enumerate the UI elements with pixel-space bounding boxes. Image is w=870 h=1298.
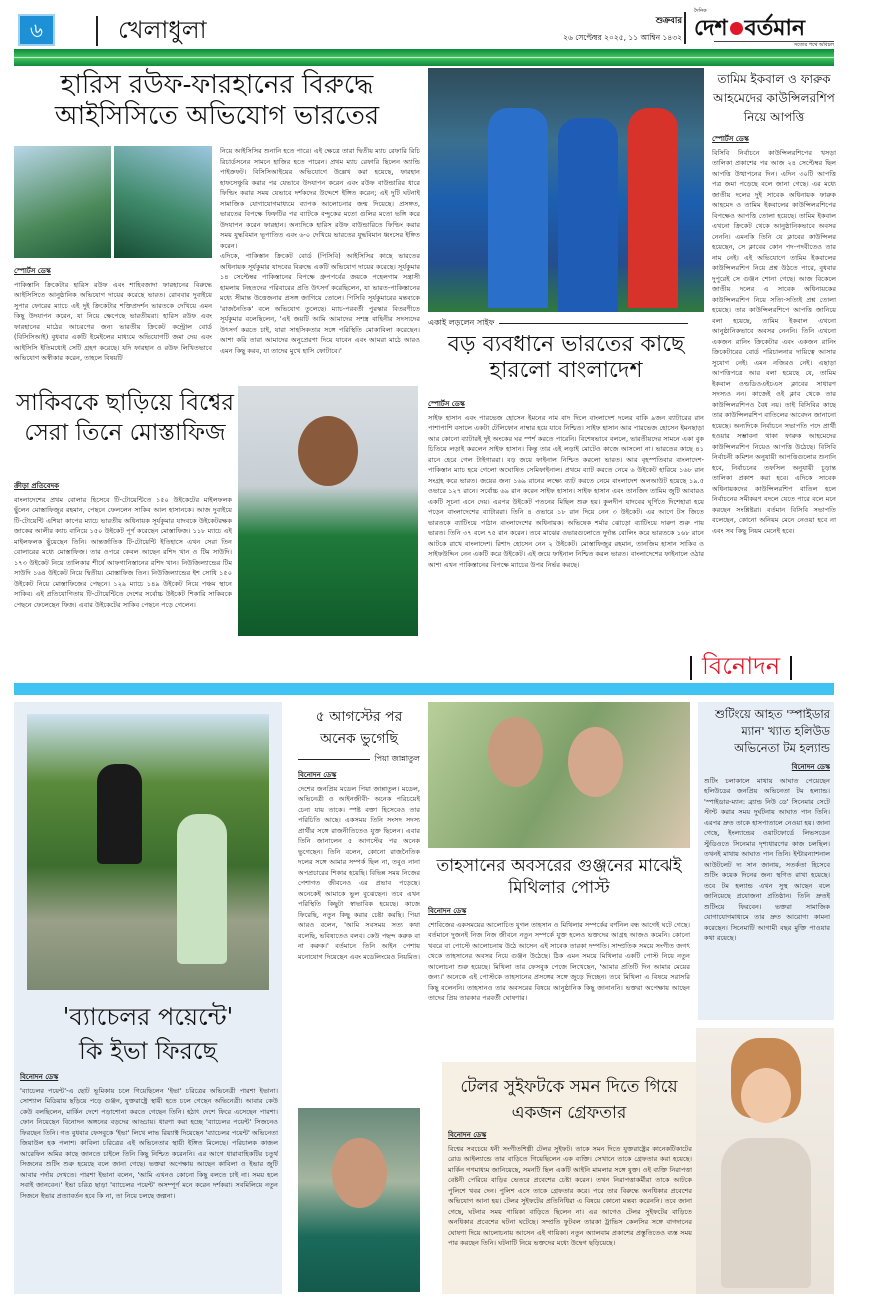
page-number: ৬	[18, 14, 55, 46]
desk-label: স্পোর্টস ডেস্ক	[14, 267, 51, 275]
desk-label: বিনোদন ডেস্ক	[428, 907, 467, 915]
article-tamim	[712, 134, 836, 650]
entertainment-section	[690, 648, 792, 688]
article-pia	[298, 770, 420, 1098]
article-text: নিয়ে আইসিসির শুনানি হতে পারে। এই ক্ষেত্রে তারা দ্বিতীয় ম্যাচ রেফারি রিচি রিচার্ডসনের সামনে হাজির হতে পারেন। প্রথম ম্যাচ রেফারি ছিলেন অ্যান্ডি পাইক্রফট। বিসিসিআইয়ের অভিযোগে উল্লেখ করা হয়েছে, ফারহান হাফসেঞ্চুরি করার পর যেভাবে উদযাপন করেন এবং রউফ বাউন্ডারির ধারে ফিল্ডিং করার সময় যেভাবে দর্শকদের উদ্দেশে ইঙ্গিত করেন; এই দুটি ঘটনাই সামাজিক যোগাযোগমাধ্যমে ব্যাপক আলোচনার জন্ম দিয়েছে। প্রসঙ্গত, ভারতের বিপক্ষে ফিফটির পর ব্যাটকে বন্দুকের মতো গুলির মতো ভঙ্গি করে উদযাপন করেন ফারহান। অন্যদিকে হারিস রউফ বাউন্ডারিতে ফিল্ডিং করার সময় যুদ্ধবিমান ভূপাতিত এবং ৬-০ দেখিয়ে ভারতের যুদ্ধবিমান ধ্বংসের ইঙ্গিত করেন।	[220, 147, 420, 250]
desk-label: ক্রীড়া প্রতিবেদক	[14, 482, 60, 490]
logo-tagline: সত্যের পথে অবিচল	[714, 41, 834, 50]
article-tom	[704, 762, 830, 1017]
photo-haris-rauf	[14, 146, 111, 258]
article-india	[428, 399, 704, 649]
headline-tamim: তামিম ইকবাল ও ফারুক আহমেদের কাউন্সিলরশিপ নিয়ে আপত্তি	[713, 72, 835, 124]
headline-taylor: টেলর সুইফটকে সমন দিতে গিয়ে একজন গ্রেফতার	[460, 1077, 678, 1123]
byline-row	[298, 753, 420, 766]
photo-eva	[27, 714, 269, 990]
desk-label: স্পোর্টস ডেস্ক	[428, 400, 465, 408]
article-text: বাংলাদেশের প্রথম বোলার হিসেবে টি-টোয়েন্টিতে ১৫০ উইকেটের মাইলফলক ছুঁলেন মোস্তাফিজুর রহমান, পেছনে ফেললেন সাকিব আল হাসানকে। আজ দুবাইয়ে টি-টোয়েন্টি এশিয়া কাপের ম্যাচে ভারতীয় অধিনায়ক সূর্যকুমার যাদবকে উইকেটরক্ষক জাকের আলীর ক্যাচ বানিয়ে ১৫০ উইকেট পূর্ণ করেছেন মোস্তাফিজ। ১১৮ ম্যাচে এই মাইলফলক ছুঁয়েছেন তিনি। আন্তর্জাতিক টি-টোয়েন্টি ইতিহাসে এখন সেরা তিন বোলারের মধ্যে মোস্তাফিজ। তার ওপরে কেবল আছেন রশিদ খান ও টিম সাউদি। ১৭৩ উইকেট নিয়ে তালিকার শীর্ষে আফগানিস্তানের রশিদ খান। নিউজিল্যান্ডের টিম সাউদি ১৬৪ উইকেট নিয়ে দ্বিতীয়। মোস্তাফিজ তিন। নিউজিল্যান্ডের ইশ সোধি ১৫০ উইকেট নিয়ে মোস্তাফিজের পেছনে। ১২৯ ম্যাচে ১৪৯ উইকেট নিয়ে পঞ্চম স্থানে সাকিব। এই প্রতিযোগিতায় টি-টোয়েন্টিতে দেশের সর্বোচ্চ উইকেট শিকারি সাকিবকে পেছনে ফেলেছেন ফিজ। এবার উইকেটের সাকিব পেছনে পড়ে গেলেন।	[14, 495, 232, 609]
logo-dot-icon	[730, 22, 743, 35]
photo-india-team	[428, 68, 704, 312]
headline-haris: হারিস রউফ-ফারহানের বিরুদ্ধে আইসিসিতে অভিযোগ ভারতের	[54, 70, 380, 132]
headline-eva	[14, 1000, 282, 1068]
kicker: একাই লড়লেন সাইফ	[428, 318, 495, 327]
article-tahsan	[428, 906, 690, 1056]
article-text: এদিকে, পাকিস্তান ক্রিকেট বোর্ড (পিসিবি) আইসিসির কাছে ভারতের অধিনায়ক সূর্যকুমার যাদবের বিরুদ্ধে একটি অভিযোগ দায়ের করেছে। সূর্যকুমার ১৪ সেপ্টেম্বর পাকিস্তানের বিপক্ষে গ্রুপপর্বের জয়কে পহেলগাম সন্ত্রাসী হামলায় নিহতদের পরিবারের প্রতি উৎসর্গ করেছিলেন, যা ভারত-পাকিস্তানের মধ্যে সীমান্ত উত্তেজনার প্রসঙ্গ জাগিয়ে তোলে। পিসিবি সূর্যকুমারের মন্তব্যকে 'রাজনৈতিক' বলে অভিযোগ তুলেছে। ম্যাচ-পরবর্তী পুরস্কার বিতরণীতে সূর্যকুমার বলেছিলেন, 'এই জয়টি আমি আমাদের সশস্ত্র বাহিনীর সদস্যদের উৎসর্গ করতে চাই, যারা সাহসিকতার সঙ্গে পরিস্থিতি মোকাবিলা করেছেন। আশা করি তারা আমাদের অনুপ্রেরণা দিয়ে যাবেন এবং আমরা মাঠে আরও এমন কিছু করব, যা তাদের মুখে হাসি ফোটাবে।'	[220, 252, 420, 355]
photo-farhan	[114, 146, 212, 258]
day: শুক্রবার	[655, 16, 682, 26]
logo-part: বর্তমান	[744, 15, 805, 41]
headline-line: 'ব্যাচেলর পয়েন্টে'	[62, 1003, 234, 1031]
article-text: শোবিজের একসময়ের আলোচিত যুগল তাহসান ও মিথিলার সম্পর্কের বর্ণনিল বন্ধ আগেই ঘটে গেছে। বর্তমানে দুজনই নিজ নিজ জীবনে নতুন সম্পর্কে যুক্ত হলেও ভক্তদের আগ্রহ আজও কমেনি। কোনো খবরে বা পোস্টে আলোচনায় উঠে আসেন এই সাবেক তারকা দম্পতি। সাম্প্রতিক সময়ে সংগীত জগৎ থেকে তাহসানের অবসর নিয়ে গুঞ্জন উঠেছে। ঠিক এমন সময়ে মিথিলার একটি পোস্ট নিয়ে নতুন আলোচনা শুরু হয়েছে। মিথিলা তার ফেসবুক পেজে লিখেছেন, 'আমার প্রতিটি দিন আমার মেয়ের জন্য।' অনেকে এই পোস্টকে তাহসানের প্রসঙ্গের সঙ্গে জুড়ে দিচ্ছেন। তবে মিথিলা এ বিষয়ে সরাসরি কিছু বলেননি। তাহসানও তার অবসরের বিষয়ে আনুষ্ঠানিক কিছু জানাননি। ভক্তরা অপেক্ষায় আছেন তাদের প্রিয় তারকার পরবর্তী ঘোষণার।	[428, 920, 690, 1002]
desk-label: স্পোর্টস ডেস্ক	[712, 135, 749, 143]
article-text: সাইফ হাসান এবং পারভেজ হোসেন ইমনের নাম বাদ দিলে বাংলাদেশ দলের বাকি ৯জন ব্যাটারের রান পাশাপাশি বসালে একটা টেলিফোন নাম্বার হয়ে যাবে নিশ্চিত। সাইফ হাসান আর পারভেজ হোসেন ইমনছাড়া আর কোনো ব্যাটারই দুই অংকের ঘর স্পর্শ করতে পারেনি। বিশেষভাবে বললে, ভারতীয়দের সামনে একা বুক চিতিয়ে লড়াই করলেন সাইফ হাসান। কিন্তু তার এই লড়াই মোটেও কাজে আসলো না। ভারতের কাছে ৪১ রানে হেরে গেল টাইগাররা। বড় জয়ে ফাইনাল নিশ্চিত করলো ভারত। আর বৃহস্পতিবার বাংলাদেশ-পাকিস্তান ম্যাচ হয়ে গেলো অঘোষিত সেমিফাইনাল। প্রথমে ব্যাট করতে নেমে ৬ উইকেট হারিয়ে ১৬৮ রান সংগ্রহ করে ভারত। জয়ের জন্য ১৬৯ রানের লক্ষ্যে ব্যাট করতে নেমে বাংলাদেশ অলআউট হয়েছে ১৯.৫ ওভারে ১২৭ রানে। সর্বোচ্চ ৬৯ রান করেন সাইফ হাসান। সাইফ হাসান এবং তানজিদ তামিম জুটি আবারও একটি সূচনা এনে দেয়। এরপর উইকেট পতনের মিছিল শুরু হয়। কুলদীপ যাদবের ঘূর্ণিতে দিশেহারা হয়ে পড়েন বাংলাদেশের ব্যাটাররা। তিনি ৪ ওভারে ১৮ রান দিয়ে নেন ৩ উইকেট। এর আগে টস জিতে ভারতকে ব্যাটিংয়ে পাঠান বাংলাদেশের অধিনায়ক। অভিষেক শর্মার ঝোড়ো ব্যাটিংয়ে দারুণ শুরু পায় ভারত। তিনি ৩৭ বলে ৭৫ রান করেন। তবে মাঝের ওভারগুলোতে দুর্দান্ত বোলিং করে ভারতকে ১৬৮ রানে আটকে রাখে বাংলাদেশ। রিশাদ হোসেন নেন ২ উইকেট। মোস্তাফিজুর রহমান, তানজিম হাসান সাকিব ও সাইফউদ্দিন নেন একটি করে উইকেট। এই জয়ে ফাইনাল নিশ্চিত করল ভারত। বাংলাদেশের ফাইনালে ওঠার আশা এখন পাকিস্তানের বিপক্ষে ম্যাচের উপর নির্ভর করছে।	[428, 413, 704, 569]
divider	[96, 16, 98, 46]
entertainment-bar	[14, 683, 834, 695]
article-text: বিসিবি নির্বাচনে কাউন্সিলরশিপের খসড়া তালিকা প্রকাশের পর আজ ২৪ সেপ্টেম্বর ছিল আপত্তি উত্থাপনের দিন। এদিন ৩০টি আপত্তি পত্র জমা পড়েছে বলে জানা গেছে। এর মধ্যে জাতীয় দলের দুই সাবেক অধিনায়ক ফারুক আহমেদ ও তামিম ইকবালের কাউন্সিলরশিপের বিপক্ষেও আপত্তি তোলা হয়েছে। তামিম ইকবাল এখনো ক্রিকেট থেকে আনুষ্ঠানিকভাবে অবসর নেননি। এমনকি তিনি যে ক্লাবের কাউন্সিলর হয়েছেন, সে ক্লাবের কোন পদ-পদবীতেও তার নাম নেই। এই অভিযোগে তামিম ইকবালের কাউন্সিলরশিপ নিয়ে প্রশ্ন উঠতে পারে, বুধবার দুপুরেই সে গুঞ্জন শোনা গেছে। আজ বিকেলে জাতীয় দলের এ সাবেক অধিনায়কের কাউন্সিলরশিপ নিয়ে সত্যি-সত্যিই প্রশ্ন তোলা হয়েছে। তার কাউন্সিলরশিপে আপত্তি জানিয়ে বলা হয়েছে, তামিম ইকবাল এখনো আনুষ্ঠানিকভাবে অবসর নেননি। তিনি এখনো একজন রানিং ক্রিকেটার এবং একজন রানিং ক্রিকেটারের বোর্ড পরিচালনার দায়িত্বে আসার সুযোগ নেই। এমন নজিরও নেই। এছাড়া আপত্তিপত্রে আর বলা হয়েছে যে, তামিম ইকবাল ওল্ডডিওএইচএস ক্লাবের সাধারণ সদস্যও নন। কাজেই ওই ক্লাব থেকে তার কাউন্সিলরশিপও বৈধ নয়। তাই বিসিবির কাছে তার কাউন্সিলরশিপ বাতিলের আবেদন জানানো হয়েছে। অন্যদিকে নির্বাচনে সভাপতি পদে প্রার্থী হওয়ার সম্ভাবনা থাকা ফারুক আহমেদের কাউন্সিলরশিপ নিয়েও আপত্তি উঠেছে। বিসিবি নির্বাচনী কমিশন অনুযায়ী আপত্তিগুলোর শুনানি হবে, নির্বাচনের তফসিল অনুযায়ী চূড়ান্ত তালিকা প্রকাশ করা হবে। এদিকে সাবেক অধিনায়কদের কাউন্সিলরশিপ বাতিল হলে নির্বাচনের সমীকরণ বদলে যেতে পারে বলে মনে করছেন সংশ্লিষ্টরা। বর্তমান বিসিবি সভাপতি বলেছেন, কোনো অনিয়ম মেনে নেওয়া হবে না এবং সব কিছু নিয়ম মেনেই হবে।	[712, 148, 836, 535]
article-eva	[20, 1072, 278, 1292]
article-haris-col2	[220, 146, 420, 366]
section-title: খেলাধুলা	[118, 16, 207, 44]
article-text: বিশ্বের সবচেয়ে ধনী সংগীতশিল্পী টেলর সুইফট। তাকে সমন দিতে যুক্তরাষ্ট্রের কানেকটিকাটের রোড আইল্যান্ডে তার বাড়িতে গিয়েছিলেন এক ব্যক্তি। সেখানে তাকে গ্রেফতার করা হয়েছে। মার্কিন গণমাধ্যম জানিয়েছে, সমনটি ছিল একটি আইনি মামলার সঙ্গে যুক্ত। ওই ব্যক্তি নিরাপত্তা বেষ্টনী পেরিয়ে বাড়ির ভেতরে প্রবেশের চেষ্টা করেন। তখন নিরাপত্তাকর্মীরা তাকে আটকে পুলিশে খবর দেন। পুলিশ এসে তাকে গ্রেফতার করে। পরে তার বিরুদ্ধে অনধিকার প্রবেশের অভিযোগ আনা হয়। টেলর সুইফটের প্রতিনিধিরা এ বিষয়ে কোনো মন্তব্য করেননি। তবে জানা গেছে, ঘটনার সময় গায়িকা বাড়িতে ছিলেন না। এর আগেও টেলর সুইফটের বাড়িতে অনধিকার প্রবেশের ঘটনা ঘটেছে। সম্প্রতি ফুটবল তারকা ট্রাভিস কেলসির সঙ্গে বাগদানের ঘোষণা দিয়ে আলোচনায় আসেন এই গায়িকা। নতুন অ্যালবাম প্রকাশের প্রস্তুতিতেও ব্যস্ত সময় পার করছেন তিনি। ঘটনাটি নিয়ে ভক্তদের মধ্যে উদ্বেগ ছড়িয়েছে।	[448, 1144, 692, 1247]
logo-part: দেশ	[694, 15, 728, 41]
headline-india: বড় ব্যবধানে ভারতের কাছে হারলো বাংলাদেশ	[447, 332, 685, 384]
headline-tom: শুটিংয়ে আহত 'স্পাইডার ম্যান' খ্যাত হলিউড অভিনেতা টম হল্যান্ড	[715, 707, 830, 755]
entertainment-title: বিনোদন	[702, 652, 781, 680]
sports-bar	[14, 49, 834, 66]
kicker-row	[428, 317, 688, 330]
desk-label: বিনোদন ডেস্ক	[448, 1131, 487, 1139]
date: ২৬ সেপ্টেম্বর ২০২৫, ১১ আশ্বিন ১৪৩২	[563, 33, 682, 42]
photo-tahsan-mithila	[428, 702, 690, 848]
desk-label: বিনোদন ডেস্ক	[20, 1073, 59, 1081]
article-text: পাকিস্তানি ক্রিকেটার হারিস রউফ এবং শাহিবজাদা ফারহানের বিরুদ্ধে আইসিসিতে আনুষ্ঠানিক অভিযোগ দায়ের করেছে ভারত। রোববার দুবাইয়ে সুপার ফোরের ম্যাচে এই দুই ক্রিকেটার শক্তিপ্রদর্শন ভারতকে দেখিয়ে এমন কিছু উদযাপন করেন, যা নিয়ে ক্ষেপেছে ভারতীয়রা। হারিস রউফ এবং ফারহানের মাঠের আচরণের জন্য ভারতীয় ক্রিকেট কন্ট্রোল বোর্ড (বিসিসিআই) বুধবার একটি ইমেইলের মাধ্যমে অভিযোগটি জমা দেয় এবং আইসিসি ইতিমধ্যেই সেটি গ্রহণ করেছে। যদি ফারহান ও রউফ লিখিতভাবে অভিযোগ অস্বীকার করেন, তাহলে বিষয়টি	[14, 280, 212, 362]
headline-mustafiz: সাকিবকে ছাড়িয়ে বিশ্বের সেরা তিনে মোস্তাফিজ	[15, 390, 235, 446]
desk-label: বিনোদন ডেস্ক	[791, 763, 830, 771]
article-mustafiz	[14, 481, 232, 641]
headline-pia: ৫ আগস্টের পর অনেক ভুগেছি	[315, 709, 403, 747]
newspaper-logo	[694, 8, 834, 50]
dateline	[563, 14, 682, 45]
photo-pia	[298, 1108, 420, 1292]
desk-label: বিনোদন ডেস্ক	[298, 771, 337, 779]
photo-mustafiz	[238, 386, 418, 636]
logo-small: দৈনিক	[694, 8, 707, 14]
byline: পিয়া জান্নাতুল	[374, 754, 420, 763]
article-text: দেশের জনপ্রিয় মডেল পিয়া জান্নাতুল। মডেল, অভিনেত্রী ও আইনজীবী- অনেক পরিচয়েই চেনা যায় তাকে। স্পষ্ট বক্তা হিসেবেও তার পরিচিতি আছে। একসময় তিনি সংসদ সদস্য প্রার্থীর সঙ্গে রাজনীতিতেও যুক্ত ছিলেন। এবার তিনি জানালেন ৫ আগস্টের পর অনেক ভুগেছেন। তিনি বলেন, কোনো রাজনৈতিক দলের সঙ্গে আমার সম্পর্ক ছিল না, তবুও নানা অপপ্রচারের শিকার হয়েছি। বিভিন্ন সময় নিজের পেশাগত জীবনেও এর প্রভাব পড়েছে। অনেকেই আমাকে ভুল বুঝেছেন। তবে এখন পরিস্থিতি কিছুটা স্বাভাবিক হয়েছে। কাজে ফিরেছি, নতুন কিছু করার চেষ্টা করছি। পিয়া আরও বলেন, 'আমি সবসময় সত্য কথা বলেছি, ভবিষ্যতেও বলব। কেউ পছন্দ করুক বা না করুক।' বর্তমানে তিনি আইন পেশায় মনোযোগ দিয়েছেন এবং মডেলিংয়েও নিয়মিত।	[298, 784, 420, 961]
divider	[684, 12, 686, 44]
photo-taylor-swift	[696, 1028, 834, 1294]
article-text: 'ব্যাচেলর পয়েন্ট'-এ ছোট ভূমিকায় চলে গিয়েছিলেন 'ইভা' চরিত্রের অভিনেত্রী পারশা ইভানা। সোশ্যাল মিডিয়ায় ছড়িয়ে পড়ে গুঞ্জন, যুক্তরাষ্ট্রে স্থায়ী হতে চলে গেছেন অভিনেত্রী। আবার কেউ কেউ বলছিলেন, মার্কিন দেশে পড়াশোনা করতে গেছেন তিনি। হঠাৎ দেশে ফিরে এসেছেন পারশা। ফোন নিয়েছেন বিনোদন অঙ্গনের বড়দের আড্ডায়। ধারণা করা হচ্ছে 'ব্যাচেলর পয়েন্ট' সিজনেও ফিরছেন তিনি। গত বুধবার ফেসবুকে 'ইভা' লিখে লাভ রিয়্যাক্ট দিয়েছেন 'ব্যাচেলর পয়েন্ট' অভিনেতা জিয়াউল হক পলাশ। কাবিলা চরিত্রের এই অভিনেতার স্থায়ী ইঙ্গিত মিলেছে। পরিচালক কাজল আরেফিন অমির কাছে জানতে চাইলে তিনি কিছু নিশ্চিত করেননি। এর আগে ধারাবাহিকটির চতুর্থ সিজনের শুটিং শুরু হয়েছে বলে জানা গেছে। ভক্তরা অপেক্ষায় আছেন কাবিলা ও ইভার জুটি আবার পর্দায় দেখতে। পারশা ইভানা বলেন, 'আমি এখনও কোনো কিছু বলতে চাই না। সময় হলে সবাই জানবেন।' ইভা চরিত্র ছাড়া 'ব্যাচেলর পয়েন্ট' অসম্পূর্ণ মনে করেন দর্শকরা। সবমিলিয়ে নতুন সিজনে ইভার প্রত্যাবর্তন হবে কি না, তা নিয়ে চলছে জল্পনা।	[20, 1086, 278, 1200]
headline-line: কি ইভা ফিরছে	[78, 1037, 218, 1065]
article-taylor	[448, 1130, 692, 1292]
article-text: শুটিং চলাকালে মাথায় আঘাত পেয়েছেন হলিউডের জনপ্রিয় অভিনেতা টম হল্যান্ড। 'স্পাইডার-ম্যান: ব্র্যান্ড নিউ ডে' সিনেমার সেটে স্টান্ট করার সময় দুর্ঘটনায় আঘাত পান তিনি। এরপর দ্রুত তাকে হাসপাতালে নেওয়া হয়। জানা গেছে, ইংল্যান্ডের ওয়াটফোর্ডে লিভসডেন স্টুডিওতে সিনেমার দৃশ্যধারণের কাজ চলছিল। তখনই মাথায় আঘাত পান তিনি। ইন্টারন্যাশনাল আউটলেট দ্য সান জানায়, সতর্কতা হিসেবে শুটিং কয়েক দিনের জন্য স্থগিত রাখা হয়েছে। তবে টম হল্যান্ড এখন সুস্থ আছেন বলে জানিয়েছে প্রযোজনা প্রতিষ্ঠান। তিনি দ্রুতই শুটিংয়ে ফিরবেন। ভক্তরা সামাজিক যোগাযোগমাধ্যমে তার দ্রুত আরোগ্য কামনা করেছেন। সিনেমাটি আগামী বছর মুক্তি পাওয়ার কথা রয়েছে।	[704, 776, 830, 942]
logo-main	[694, 16, 834, 40]
headline-tahsan: তাহসানের অবসরের গুঞ্জনের মাঝেই মিথিলার পোস্ট	[436, 856, 682, 898]
